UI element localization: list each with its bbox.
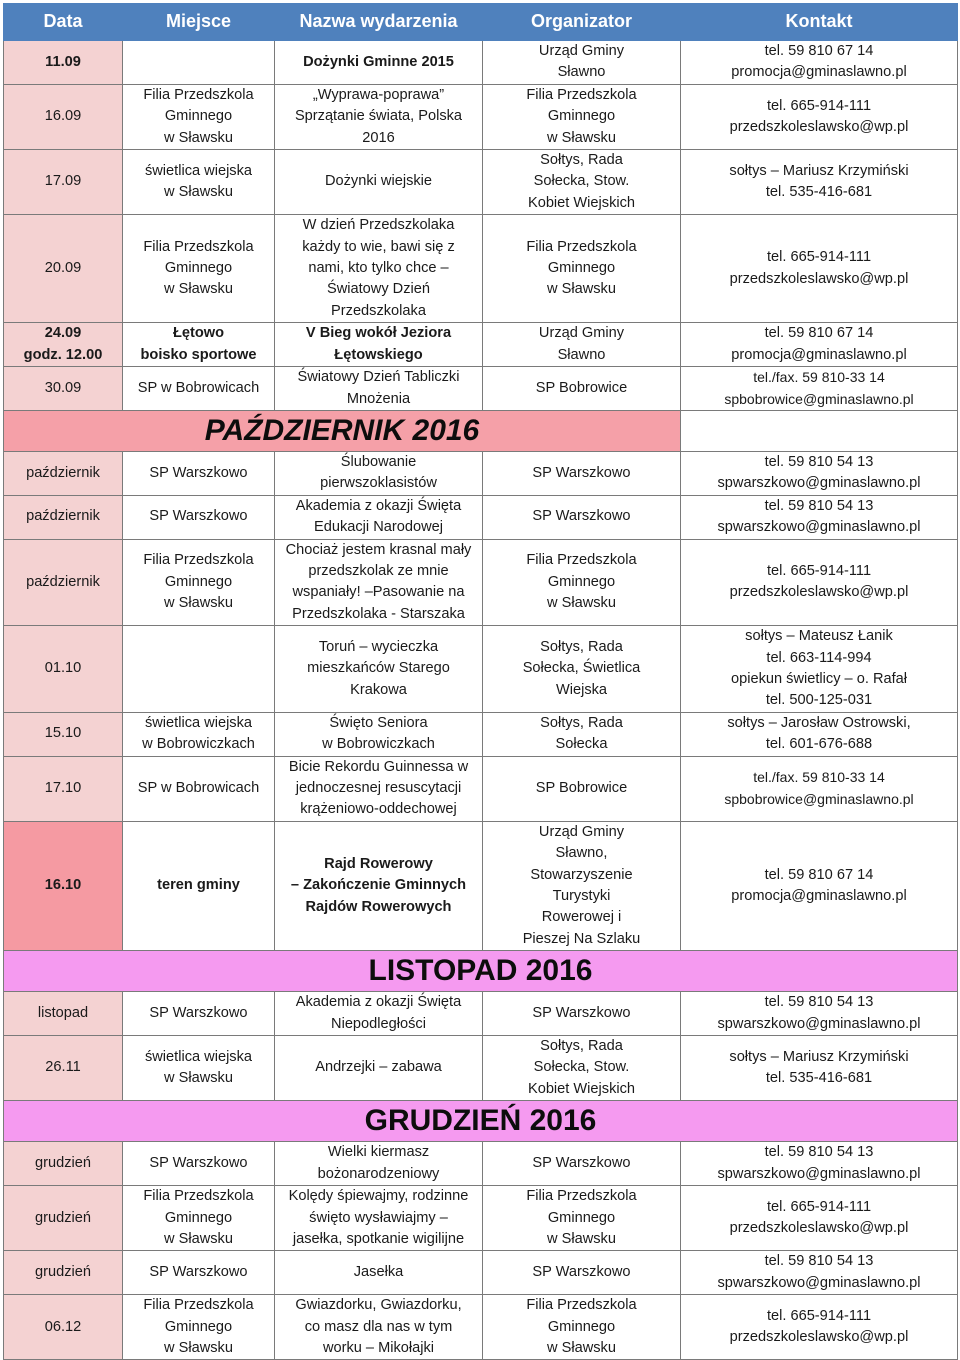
header-contact: Kontakt xyxy=(681,4,958,41)
event-cell: Dożynki Gminne 2015 xyxy=(275,41,483,85)
month-row-listopad xyxy=(4,951,958,992)
event-cell: V Bieg wokół Jeziora Łętowskiego xyxy=(275,323,483,367)
date-cell: 26.11 xyxy=(4,1036,123,1101)
event-cell: Chociaż jestem krasnal mały przedszkolak ze mnie wspaniały! –Pasowanie na Przedszkolaka - Starszaka xyxy=(275,539,483,626)
month-title: PAŹDZIERNIK 2016 xyxy=(204,413,480,447)
header-organizer: Organizator xyxy=(483,4,681,41)
organizer-cell: SP Bobrowice xyxy=(483,367,681,411)
event-cell: Akademia z okazji Święta Edukacji Narodowej xyxy=(275,495,483,539)
date-cell: grudzień xyxy=(4,1251,123,1295)
date-cell: 01.10 xyxy=(4,626,123,713)
contact-cell: tel. 59 810 54 13 spwarszkowo@gminaslawno.pl xyxy=(681,495,958,539)
place-cell: świetlica wiejska w Sławsku xyxy=(123,150,275,215)
events-table xyxy=(3,3,958,1360)
organizer-cell: Filia Przedszkola Gminnego w Sławsku xyxy=(483,84,681,149)
organizer-cell: Sołtys, Rada Sołecka, Stow. Kobiet Wiejskich xyxy=(483,1036,681,1101)
contact-cell: sołtys – Mariusz Krzymiński tel. 535-416-681 xyxy=(681,1036,958,1101)
date-cell: 15.10 xyxy=(4,712,123,756)
event-cell: Jasełka xyxy=(275,1251,483,1295)
organizer-cell: SP Warszkowo xyxy=(483,495,681,539)
event-cell: Gwiazdorku, Gwiazdorku, co masz dla nas w tym worku – Mikołajki xyxy=(275,1295,483,1360)
date-cell: listopad xyxy=(4,992,123,1036)
contact-cell: sołtys – Mateusz Łanik tel. 663-114-994 opiekun świetlicy – o. Rafał tel. 500-125-031 xyxy=(681,626,958,713)
table-row xyxy=(4,451,958,495)
contact-cell: tel./fax. 59 810-33 14 spbobrowice@gminaslawno.pl xyxy=(681,367,958,411)
table-row xyxy=(4,1251,958,1295)
month-banner xyxy=(4,951,958,992)
contact-cell: tel. 665-914-111 przedszkoleslawsko@wp.pl xyxy=(681,539,958,626)
month-banner xyxy=(4,1101,958,1142)
organizer-cell: Urząd Gminy Sławno xyxy=(483,323,681,367)
table-row xyxy=(4,367,958,411)
event-cell: Ślubowanie pierwszoklasistów xyxy=(275,451,483,495)
place-cell: SP Warszkowo xyxy=(123,451,275,495)
date-cell: 20.09 xyxy=(4,215,123,323)
contact-cell: tel./fax. 59 810-33 14 spbobrowice@gminaslawno.pl xyxy=(681,756,958,821)
place-cell: teren gminy xyxy=(123,821,275,950)
organizer-cell: Urząd Gminy Sławno, Stowarzyszenie Turystyki Rowerowej i Pieszej Na Szlaku xyxy=(483,821,681,950)
organizer-cell: Urząd Gminy Sławno xyxy=(483,41,681,85)
table-row xyxy=(4,215,958,323)
contact-cell: tel. 665-914-111 przedszkoleslawsko@wp.pl xyxy=(681,215,958,323)
date-cell: 17.09 xyxy=(4,150,123,215)
contact-cell: sołtys – Mariusz Krzymiński tel. 535-416-681 xyxy=(681,150,958,215)
event-cell: Andrzejki – zabawa xyxy=(275,1036,483,1101)
table-row xyxy=(4,1036,958,1101)
date-cell: 16.10 xyxy=(4,821,123,950)
event-cell: Rajd Rowerowy – Zakończenie Gminnych Rajdów Rowerowych xyxy=(275,821,483,950)
date-cell: grudzień xyxy=(4,1186,123,1251)
organizer-cell: SP Warszkowo xyxy=(483,451,681,495)
place-cell: Filia Przedszkola Gminnego w Sławsku xyxy=(123,215,275,323)
organizer-cell: SP Warszkowo xyxy=(483,992,681,1036)
date-cell: październik xyxy=(4,495,123,539)
table-row xyxy=(4,323,958,367)
table-row xyxy=(4,150,958,215)
event-cell: Bicie Rekordu Guinnessa w jednoczesnej resuscytacji krążeniowo-oddechowej xyxy=(275,756,483,821)
event-cell: Święto Seniora w Bobrowiczkach xyxy=(275,712,483,756)
date-cell: 11.09 xyxy=(4,41,123,85)
contact-cell: tel. 59 810 67 14 promocja@gminaslawno.pl xyxy=(681,41,958,85)
organizer-cell: SP Warszkowo xyxy=(483,1251,681,1295)
place-cell: świetlica wiejska w Sławsku xyxy=(123,1036,275,1101)
month-title: GRUDZIEŃ 2016 xyxy=(364,1104,597,1138)
header-place: Miejsce xyxy=(123,4,275,41)
table-row xyxy=(4,992,958,1036)
organizer-cell: SP Warszkowo xyxy=(483,1142,681,1186)
place-cell: świetlica wiejska w Bobrowiczkach xyxy=(123,712,275,756)
event-cell: Światowy Dzień Tabliczki Mnożenia xyxy=(275,367,483,411)
place-cell: Filia Przedszkola Gminnego w Sławsku xyxy=(123,1186,275,1251)
table-row xyxy=(4,41,958,85)
date-cell: 30.09 xyxy=(4,367,123,411)
header-event: Nazwa wydarzenia xyxy=(275,4,483,41)
contact-cell: sołtys – Jarosław Ostrowski, tel. 601-676-688 xyxy=(681,712,958,756)
contact-cell xyxy=(681,410,958,451)
organizer-cell: Filia Przedszkola Gminnego w Sławsku xyxy=(483,215,681,323)
organizer-cell: Sołtys, Rada Sołecka, Świetlica Wiejska xyxy=(483,626,681,713)
place-cell: SP w Bobrowicach xyxy=(123,367,275,411)
organizer-cell: Filia Przedszkola Gminnego w Sławsku xyxy=(483,539,681,626)
date-cell: 17.10 xyxy=(4,756,123,821)
table-row xyxy=(4,1295,958,1360)
place-cell: SP Warszkowo xyxy=(123,1142,275,1186)
contact-cell: tel. 59 810 54 13 spwarszkowo@gminaslawno.pl xyxy=(681,992,958,1036)
table-row xyxy=(4,84,958,149)
event-cell: Wielki kiermasz bożonarodzeniowy xyxy=(275,1142,483,1186)
header-row xyxy=(4,4,958,41)
organizer-cell: Filia Przedszkola Gminnego w Sławsku xyxy=(483,1186,681,1251)
place-cell: Łętowo boisko sportowe xyxy=(123,323,275,367)
table-row xyxy=(4,1186,958,1251)
month-row-grudzien xyxy=(4,1101,958,1142)
header-date: Data xyxy=(4,4,123,41)
table-row xyxy=(4,1142,958,1186)
place-cell: Filia Przedszkola Gminnego w Sławsku xyxy=(123,84,275,149)
event-cell: Toruń – wycieczka mieszkańców Starego Krakowa xyxy=(275,626,483,713)
table-row xyxy=(4,495,958,539)
contact-cell: tel. 665-914-111 przedszkoleslawsko@wp.pl xyxy=(681,1186,958,1251)
event-cell: „Wyprawa-poprawa” Sprzątanie świata, Polska 2016 xyxy=(275,84,483,149)
place-cell: SP Warszkowo xyxy=(123,1251,275,1295)
date-cell: październik xyxy=(4,451,123,495)
organizer-cell: Sołtys, Rada Sołecka xyxy=(483,712,681,756)
contact-cell: tel. 59 810 67 14 promocja@gminaslawno.pl xyxy=(681,821,958,950)
organizer-cell: Sołtys, Rada Sołecka, Stow. Kobiet Wiejskich xyxy=(483,150,681,215)
date-cell: 06.12 xyxy=(4,1295,123,1360)
place-cell xyxy=(123,626,275,713)
contact-cell: tel. 59 810 67 14 promocja@gminaslawno.pl xyxy=(681,323,958,367)
table-row xyxy=(4,626,958,713)
month-row-pazdziernik xyxy=(4,410,958,451)
date-cell: 16.09 xyxy=(4,84,123,149)
contact-cell: tel. 665-914-111 przedszkoleslawsko@wp.pl xyxy=(681,84,958,149)
table-row xyxy=(4,756,958,821)
event-cell: Akademia z okazji Święta Niepodległości xyxy=(275,992,483,1036)
contact-cell: tel. 59 810 54 13 spwarszkowo@gminaslawno.pl xyxy=(681,1251,958,1295)
place-cell: SP Warszkowo xyxy=(123,992,275,1036)
contact-cell: tel. 59 810 54 13 spwarszkowo@gminaslawno.pl xyxy=(681,1142,958,1186)
event-cell: Dożynki wiejskie xyxy=(275,150,483,215)
place-cell: Filia Przedszkola Gminnego w Sławsku xyxy=(123,539,275,626)
place-cell xyxy=(123,41,275,85)
date-cell: grudzień xyxy=(4,1142,123,1186)
month-title: LISTOPAD 2016 xyxy=(368,954,593,988)
event-cell: W dzień Przedszkolaka każdy to wie, bawi się z nami, kto tylko chce – Światowy Dzień Przedszkolaka xyxy=(275,215,483,323)
event-cell: Kolędy śpiewajmy, rodzinne święto wysławiajmy – jasełka, spotkanie wigilijne xyxy=(275,1186,483,1251)
table-row xyxy=(4,821,958,950)
table-row xyxy=(4,712,958,756)
date-cell: 24.09 godz. 12.00 xyxy=(4,323,123,367)
contact-cell: tel. 665-914-111 przedszkoleslawsko@wp.pl xyxy=(681,1295,958,1360)
month-banner xyxy=(4,410,681,451)
place-cell: SP w Bobrowicach xyxy=(123,756,275,821)
date-cell: październik xyxy=(4,539,123,626)
contact-cell: tel. 59 810 54 13 spwarszkowo@gminaslawno.pl xyxy=(681,451,958,495)
table-row xyxy=(4,539,958,626)
organizer-cell: SP Bobrowice xyxy=(483,756,681,821)
place-cell: Filia Przedszkola Gminnego w Sławsku xyxy=(123,1295,275,1360)
place-cell: SP Warszkowo xyxy=(123,495,275,539)
organizer-cell: Filia Przedszkola Gminnego w Sławsku xyxy=(483,1295,681,1360)
